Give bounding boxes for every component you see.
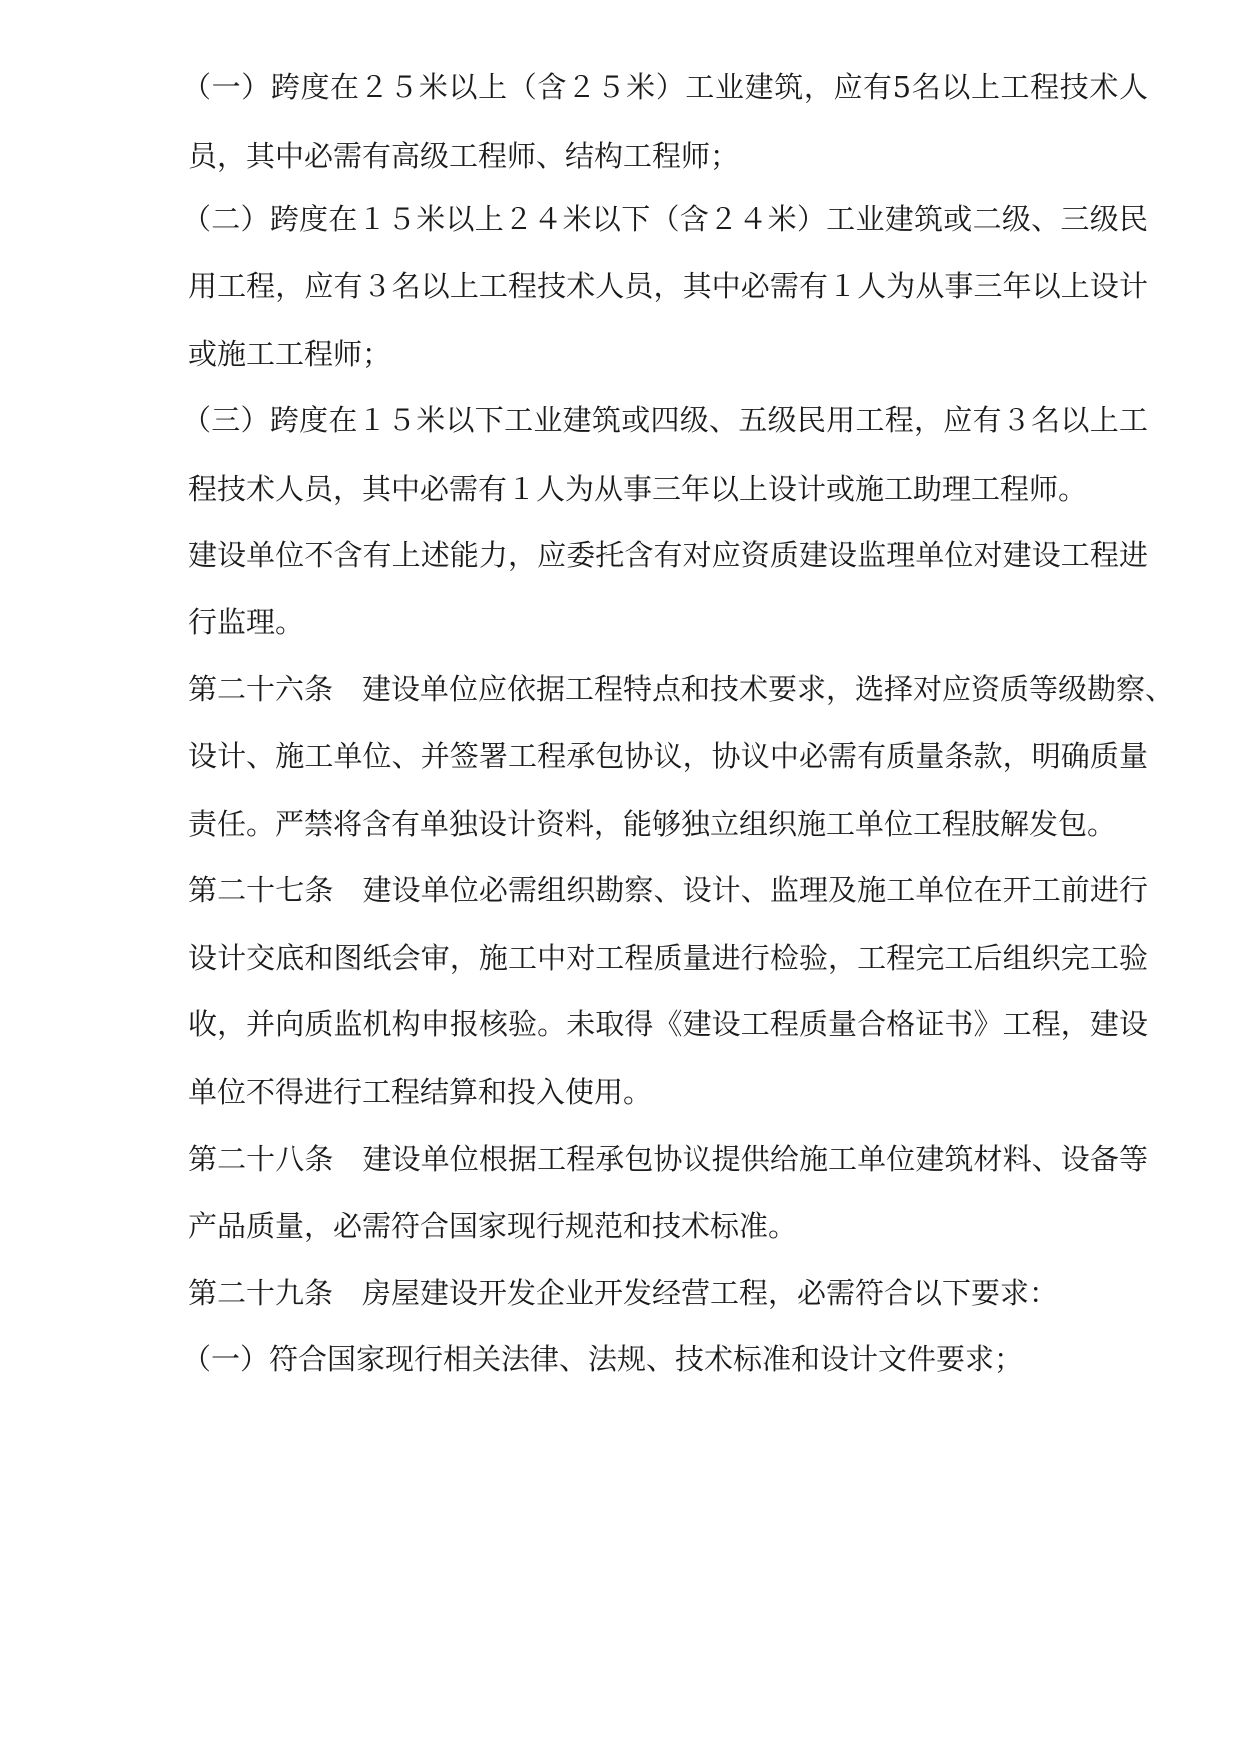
text-line: 第二十九条 房屋建设开发企业开发经营工程，必需符合以下要求： <box>188 1276 1059 1310</box>
text-line: 或施工工程师； <box>188 337 392 371</box>
text-line: 用工程，应有３名以上工程技术人员，其中必需有１人为从事三年以上设计 <box>188 269 1148 303</box>
text-line: 第二十七条 建设单位必需组织勘察、设计、监理及施工单位在开工前进行 <box>188 873 1148 907</box>
text-line: 设计、施工单位、并签署工程承包协议，协议中必需有质量条款，明确质量 <box>188 739 1148 773</box>
text-line: 责任。严禁将含有单独设计资料，能够独立组织施工单位工程肢解发包。 <box>188 807 1117 841</box>
text-line: （三）跨度在１５米以下工业建筑或四级、五级民用工程，应有３名以上工 <box>182 403 1148 437</box>
text-line: 程技术人员，其中必需有１人为从事三年以上设计或施工助理工程师。 <box>188 472 1088 506</box>
text-line: 收，并向质监机构申报核验。未取得《建设工程质量合格证书》工程，建设 <box>188 1007 1148 1041</box>
text-line: 第二十八条 建设单位根据工程承包协议提供给施工单位建筑材料、设备等 <box>188 1142 1148 1176</box>
text-line: 设计交底和图纸会审，施工中对工程质量进行检验，工程完工后组织完工验 <box>188 941 1148 975</box>
text-line: 行监理。 <box>188 605 305 639</box>
text-line: 员，其中必需有高级工程师、结构工程师； <box>188 139 740 173</box>
text-line: （二）跨度在１５米以上２４米以下（含２４米）工业建筑或二级、三级民 <box>182 202 1148 236</box>
text-line: 建设单位不含有上述能力，应委托含有对应资质建设监理单位对建设工程进 <box>188 538 1148 572</box>
text-line: 第二十六条 建设单位应依据工程特点和技术要求，选择对应资质等级勘察、 <box>188 672 1175 706</box>
text-line: 产品质量，必需符合国家现行规范和技术标准。 <box>188 1209 798 1243</box>
text-line: （一）跨度在２５米以上（含２５米）工业建筑，应有5名以上工程技术人 <box>182 70 1148 104</box>
text-line: （一）符合国家现行相关法律、法规、技术标准和设计文件要求； <box>182 1342 1024 1376</box>
text-line: 单位不得进行工程结算和投入使用。 <box>188 1075 653 1109</box>
